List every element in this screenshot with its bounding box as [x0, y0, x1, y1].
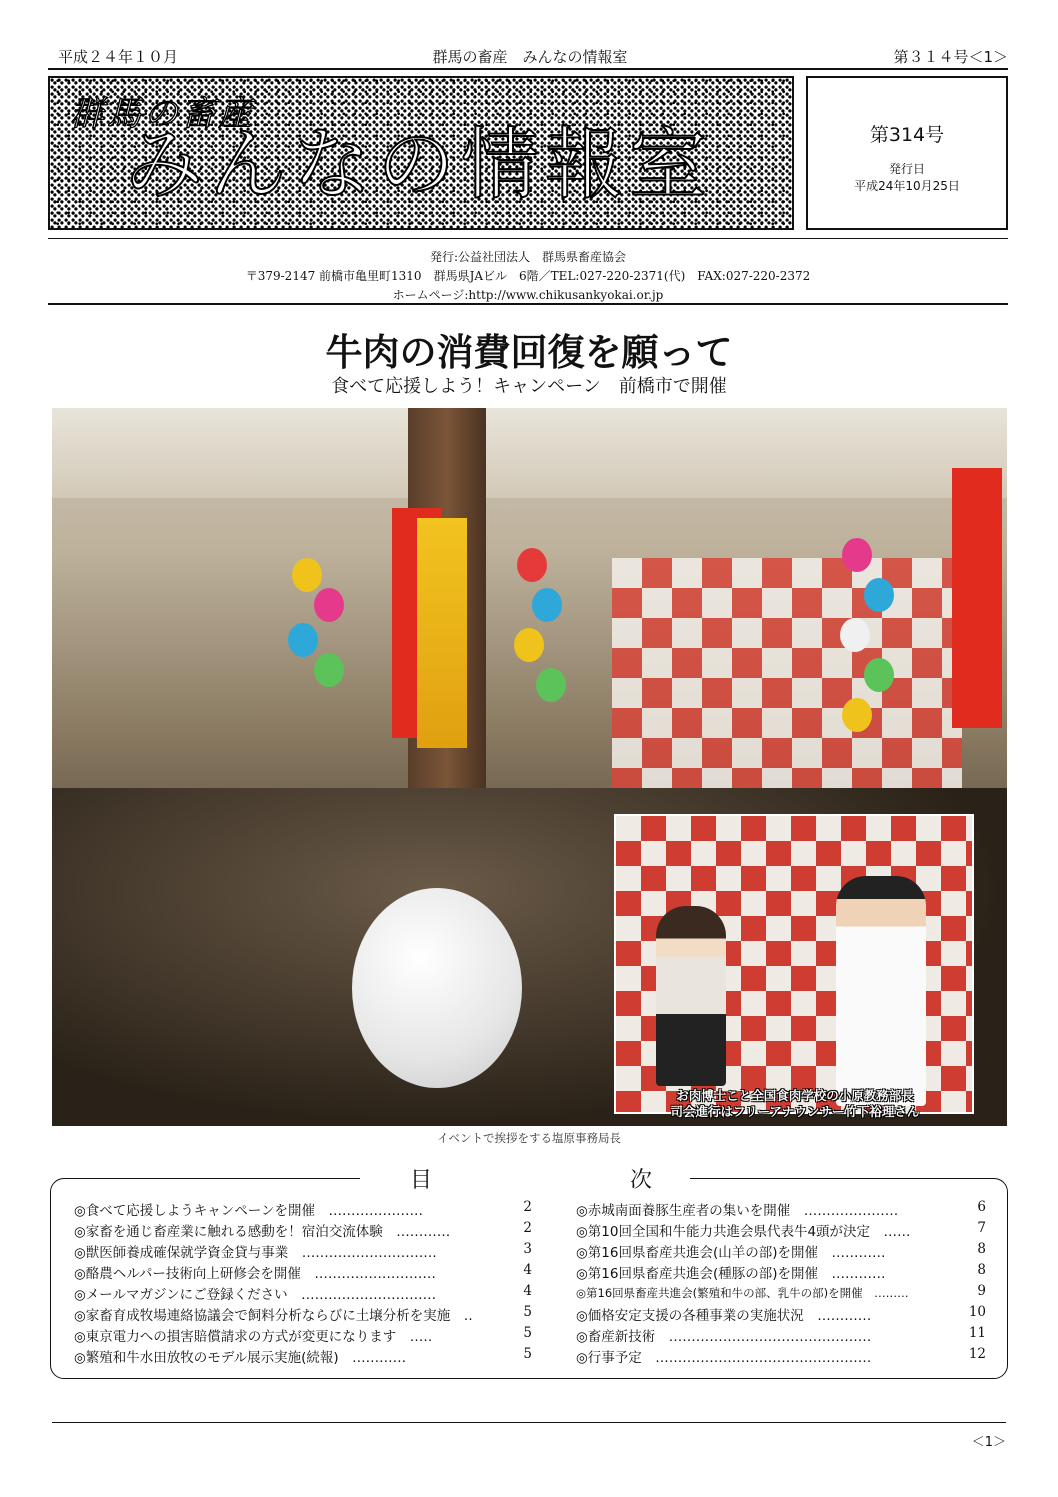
toc-item[interactable]: [576, 1218, 986, 1239]
toc-item[interactable]: [74, 1197, 532, 1218]
header-rule: [48, 68, 1008, 70]
balloon: [532, 588, 562, 622]
toc-item-text: ◎第16回県畜産共進会(山羊の部)を開催 …………: [576, 1245, 886, 1261]
toc-item-text: ◎東京電力への損害賠償請求の方式が変更になります …‥: [74, 1329, 433, 1345]
toc-item-text: ◎第16回県畜産共進会(繁殖和牛の部、乳牛の部)を開催 ………: [576, 1286, 909, 1300]
balloon: [864, 658, 894, 692]
publisher-address: 〒379-2147 前橋市亀里町1310 群馬県JAビル 6階／TEL:027-220-2371(代) FAX:027-220-2372: [245, 269, 811, 283]
toc-item[interactable]: [576, 1281, 986, 1302]
photo-stage-backdrop: [612, 558, 962, 798]
toc-title-left: 目: [410, 1168, 433, 1193]
toc-item[interactable]: [576, 1344, 986, 1365]
masthead-subtitle: 群馬の畜産: [70, 94, 255, 134]
publisher-line: 発行:公益社団法人 群馬県畜産協会: [429, 250, 627, 264]
photo-banner-yellow: [417, 518, 467, 748]
toc-item-text: ◎酪農ヘルパー技術向上研修会を開催 ………………………: [74, 1266, 436, 1282]
balloon: [536, 668, 566, 702]
toc-item[interactable]: [576, 1302, 986, 1323]
toc-item-page: 8: [977, 1262, 986, 1278]
toc-item[interactable]: [74, 1344, 532, 1365]
issue-number: 第314号: [869, 124, 945, 146]
toc-item-page: 11: [968, 1325, 986, 1341]
toc-item[interactable]: [74, 1323, 532, 1344]
toc-item[interactable]: [576, 1197, 986, 1218]
balloon: [288, 623, 318, 657]
issue-box: [806, 76, 1008, 230]
header-issue-page: 第３１４号＜1＞: [893, 48, 1008, 66]
balloon: [842, 538, 872, 572]
inset-speaker: [836, 876, 926, 1106]
toc-item[interactable]: [576, 1239, 986, 1260]
toc-item[interactable]: [576, 1323, 986, 1344]
toc-item-text: ◎家畜を通じ畜産業に触れる感動を！宿泊交流体験 …………: [74, 1224, 451, 1240]
published-date: 平成24年10月25日: [854, 179, 960, 193]
balloon: [292, 558, 322, 592]
toc-item[interactable]: [74, 1218, 532, 1239]
toc-item-text: ◎畜産新技術 ………………………………………: [576, 1329, 872, 1345]
toc-item-text: ◎行事予定 …………………………………………: [576, 1350, 872, 1366]
header-date: 平成２４年１０月: [58, 48, 179, 66]
toc-item-text: ◎獣医師養成確保就学資金貸与事業 …………………………: [74, 1245, 437, 1261]
toc-item-text: ◎赤城南面養豚生産者の集いを開催 …………………: [576, 1203, 899, 1219]
photo-white-balloon: [352, 888, 522, 1088]
toc-item-page: 9: [977, 1283, 986, 1299]
balloon: [314, 588, 344, 622]
photo-ceiling: [52, 408, 1007, 498]
footer-rule: [52, 1422, 1006, 1423]
balloon: [864, 578, 894, 612]
toc-item-text: ◎家畜育成牧場連絡協議会で飼料分析ならびに土壌分析を実施 ‥: [74, 1308, 473, 1324]
toc-item-page: 6: [977, 1199, 986, 1215]
toc-item-page: 4: [523, 1262, 532, 1278]
balloon: [517, 548, 547, 582]
inset-photo: [614, 814, 974, 1114]
publisher-rule: [48, 303, 1008, 305]
published-label: 発行日: [888, 162, 925, 176]
inset-caption-announcer: 司会進行はフリーアナウンサー竹下裕理さん: [670, 1104, 920, 1119]
toc-item-page: 8: [977, 1241, 986, 1257]
toc-item-page: 12: [968, 1346, 986, 1362]
photo-banner-right: [952, 468, 1002, 728]
balloon: [842, 698, 872, 732]
toc-item-page: 7: [977, 1220, 986, 1236]
toc-item-page: 5: [523, 1346, 532, 1362]
toc-title-right: 次: [630, 1168, 653, 1193]
toc-item-page: 5: [523, 1304, 532, 1320]
balloon: [840, 618, 870, 652]
toc-item-page: 4: [523, 1283, 532, 1299]
toc-right-column: [576, 1197, 986, 1365]
toc-item-text: ◎食べて応援しようキャンペーンを開催 …………………: [74, 1203, 424, 1219]
masthead-rule: [48, 238, 1008, 239]
toc-item[interactable]: [74, 1302, 532, 1323]
toc-item-text: ◎第16回県畜産共進会(種豚の部)を開催 …………: [576, 1266, 886, 1282]
toc-item-page: 3: [523, 1241, 532, 1257]
masthead-title: みんなの情報室: [125, 120, 714, 210]
balloon: [514, 628, 544, 662]
header-publication: 群馬の畜産 みんなの情報室: [432, 48, 628, 66]
photo-caption: イベントで挨拶をする塩原事務局長: [437, 1131, 621, 1145]
toc-item[interactable]: [74, 1239, 532, 1260]
balloon: [314, 653, 344, 687]
toc-item-page: 10: [968, 1304, 986, 1320]
publisher-homepage: ホームページ:http://www.chikusankyokai.or.jp: [392, 288, 664, 302]
inset-announcer: [656, 906, 726, 1086]
article-subhead: 食べて応援しよう！キャンペーン 前橋市で開催: [331, 376, 727, 397]
inset-caption-speaker: お肉博士こと全国食肉学校の小原教務部長: [676, 1088, 914, 1103]
footer-page-number: ＜1＞: [971, 1435, 1006, 1450]
toc-item-text: ◎第10回全国和牛能力共進会県代表牛4頭が決定 ……: [576, 1224, 911, 1240]
toc-item-text: ◎繁殖和牛水田放牧のモデル展示実施(続報) …………: [74, 1350, 407, 1366]
toc-left-column: [74, 1197, 532, 1365]
article-headline: 牛肉の消費回復を願って: [325, 331, 733, 374]
toc-item-text: ◎メールマガジンにご登録ください …………………………: [74, 1287, 437, 1303]
toc-item[interactable]: [74, 1281, 532, 1302]
toc-item-page: 5: [523, 1325, 532, 1341]
toc-item[interactable]: [576, 1260, 986, 1281]
toc-item-text: ◎価格安定支援の各種事業の実施状況 …………: [576, 1308, 872, 1324]
toc-item-page: 2: [523, 1220, 532, 1236]
toc-item[interactable]: [74, 1260, 532, 1281]
toc-item-page: 2: [523, 1199, 532, 1215]
